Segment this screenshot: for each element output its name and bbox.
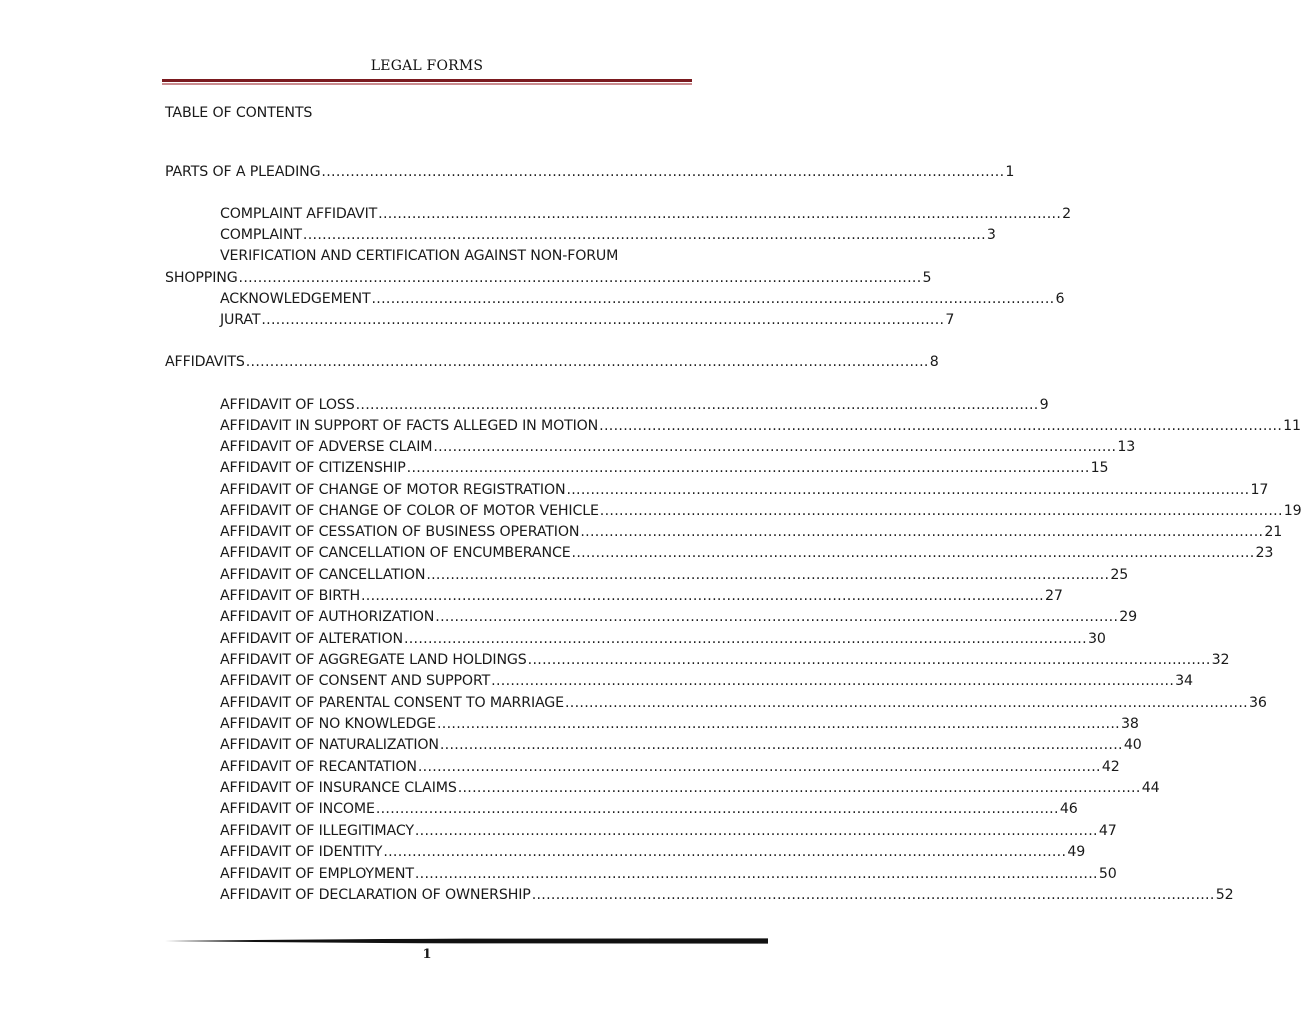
page-number: 1 xyxy=(422,947,432,962)
toc-entry-page: 47 xyxy=(1098,823,1117,839)
toc-entry-title: AFFIDAVIT OF LOSS xyxy=(220,397,355,413)
toc-entry[interactable] xyxy=(220,885,1234,905)
dot-leader: .............................................................................................................................................. xyxy=(360,588,1044,604)
dot-leader: .............................................................................................................................................. xyxy=(371,291,1055,307)
toc-entry-page: 5 xyxy=(922,270,932,286)
toc-entry-title: AFFIDAVIT OF INCOME xyxy=(220,801,375,817)
toc-entry[interactable] xyxy=(220,225,996,245)
toc-entry-title: AFFIDAVIT OF RECANTATION xyxy=(220,759,417,775)
toc-entry-title: JURAT xyxy=(220,312,261,328)
toc-entry-title: AFFIDAVIT OF PARENTAL CONSENT TO MARRIAGE xyxy=(220,695,564,711)
toc-entry[interactable] xyxy=(220,671,1193,691)
toc-entry-page: 34 xyxy=(1175,673,1193,689)
toc-entry[interactable] xyxy=(220,799,1078,819)
dot-leader: .............................................................................................................................................. xyxy=(564,695,1248,711)
toc-entry-title: AFFIDAVIT OF CANCELLATION xyxy=(220,567,426,583)
dot-leader: .............................................................................................................................................. xyxy=(414,866,1098,882)
dot-leader: .............................................................................................................................................. xyxy=(261,312,945,328)
toc-entry-title: AFFIDAVIT OF CITIZENSHIP xyxy=(220,460,406,476)
toc-entry-title: SHOPPING xyxy=(165,270,238,286)
toc-entry[interactable] xyxy=(220,735,1142,755)
page-header-title: LEGAL FORMS xyxy=(370,58,484,74)
toc-entry[interactable] xyxy=(220,437,1136,457)
toc-entry-title: AFFIDAVIT OF INSURANCE CLAIMS xyxy=(220,780,457,796)
toc-entry-page: 27 xyxy=(1044,588,1063,604)
toc-entry-page: 19 xyxy=(1283,503,1302,519)
toc-entry[interactable] xyxy=(220,586,1063,606)
dot-leader: .............................................................................................................................................. xyxy=(599,503,1283,519)
toc-entry[interactable] xyxy=(220,310,955,330)
toc-entry[interactable] xyxy=(220,204,1072,224)
toc-entry[interactable] xyxy=(220,714,1139,734)
toc-entry[interactable] xyxy=(220,522,1283,542)
toc-heading: TABLE OF CONTENTS xyxy=(165,105,313,121)
dot-leader: .............................................................................................................................................. xyxy=(406,460,1090,476)
dot-leader: .............................................................................................................................................. xyxy=(321,164,1005,180)
header-rule-accent xyxy=(162,83,692,85)
toc-entry[interactable] xyxy=(220,629,1106,649)
dot-leader: .............................................................................................................................................. xyxy=(527,652,1211,668)
toc-entry-title: AFFIDAVIT OF EMPLOYMENT xyxy=(220,866,414,882)
toc-entry[interactable] xyxy=(220,864,1117,884)
toc-entry-title: AFFIDAVIT OF DECLARATION OF OWNERSHIP xyxy=(220,887,531,903)
dot-leader: .............................................................................................................................................. xyxy=(245,354,929,370)
toc-entry-title: AFFIDAVIT OF NATURALIZATION xyxy=(220,737,439,753)
toc-entry[interactable] xyxy=(220,693,1267,713)
dot-leader: .............................................................................................................................................. xyxy=(439,737,1123,753)
dot-leader: .............................................................................................................................................. xyxy=(403,631,1087,647)
toc-entry-page: 13 xyxy=(1117,439,1136,455)
toc-entry-page: 36 xyxy=(1248,695,1267,711)
toc-entry-page: 7 xyxy=(945,312,955,328)
toc-entry-page: 29 xyxy=(1119,609,1138,625)
toc-section-entry[interactable] xyxy=(165,352,939,372)
toc-entry-page: 42 xyxy=(1101,759,1120,775)
toc-entry-title: ACKNOWLEDGEMENT xyxy=(220,291,371,307)
dot-leader: .............................................................................................................................................. xyxy=(417,759,1101,775)
toc-entry-title: AFFIDAVIT OF ALTERATION xyxy=(220,631,403,647)
toc-entry-title: AFFIDAVIT OF AUTHORIZATION xyxy=(220,609,435,625)
toc-entry-page: 32 xyxy=(1211,652,1230,668)
toc-entry-title: AFFIDAVIT OF CONSENT AND SUPPORT xyxy=(220,673,491,689)
toc-entry-page: 21 xyxy=(1264,524,1283,540)
toc-entry-page: 1 xyxy=(1005,164,1015,180)
dot-leader: .............................................................................................................................................. xyxy=(302,227,986,243)
toc-entry-title: AFFIDAVIT OF NO KNOWLEDGE xyxy=(220,716,436,732)
toc-entry-page: 17 xyxy=(1250,482,1269,498)
footer-rule xyxy=(165,938,768,944)
toc-entry-page: 50 xyxy=(1098,866,1117,882)
toc-entry-title: AFFIDAVIT IN SUPPORT OF FACTS ALLEGED IN MOTION xyxy=(220,418,599,434)
dot-leader: .............................................................................................................................................. xyxy=(238,270,922,286)
dot-leader: .............................................................................................................................................. xyxy=(355,397,1039,413)
toc-entry-title: AFFIDAVITS xyxy=(165,354,245,370)
toc-entry[interactable] xyxy=(220,416,1301,436)
toc-entry-title: AFFIDAVIT OF IDENTITY xyxy=(220,844,383,860)
dot-leader: .............................................................................................................................................. xyxy=(426,567,1110,583)
dot-leader: .............................................................................................................................................. xyxy=(571,545,1255,561)
header-rule xyxy=(162,79,692,82)
toc-entry[interactable] xyxy=(220,543,1274,563)
toc-entry[interactable] xyxy=(220,565,1129,585)
dot-leader: .............................................................................................................................................. xyxy=(437,716,1120,732)
toc-entry-page: 38 xyxy=(1121,716,1139,732)
dot-leader: .............................................................................................................................................. xyxy=(566,482,1250,498)
dot-leader: .............................................................................................................................................. xyxy=(383,844,1067,860)
toc-entry-page: 9 xyxy=(1039,397,1049,413)
toc-entry-first-line[interactable]: VERIFICATION AND CERTIFICATION AGAINST NON-FORUM xyxy=(220,248,619,264)
toc-entry[interactable] xyxy=(220,821,1117,841)
toc-entry-title: AFFIDAVIT OF CHANGE OF MOTOR REGISTRATION xyxy=(220,482,566,498)
toc-entry-title: COMPLAINT AFFIDAVIT xyxy=(220,206,378,222)
toc-entry-page: 52 xyxy=(1215,887,1234,903)
toc-entry-page: 40 xyxy=(1123,737,1142,753)
toc-entry-continuation[interactable] xyxy=(165,268,932,288)
dot-leader: .............................................................................................................................................. xyxy=(457,780,1141,796)
dot-leader: .............................................................................................................................................. xyxy=(491,673,1175,689)
dot-leader: .............................................................................................................................................. xyxy=(433,439,1117,455)
toc-entry-title: COMPLAINT xyxy=(220,227,302,243)
dot-leader: .............................................................................................................................................. xyxy=(435,609,1119,625)
dot-leader: .............................................................................................................................................. xyxy=(580,524,1264,540)
toc-entry-page: 6 xyxy=(1055,291,1065,307)
toc-entry-title: PARTS OF A PLEADING xyxy=(165,164,321,180)
toc-entry-page: 25 xyxy=(1110,567,1129,583)
toc-entry-title: AFFIDAVIT OF AGGREGATE LAND HOLDINGS xyxy=(220,652,527,668)
toc-section-entry[interactable] xyxy=(165,162,1015,182)
toc-entry-title: AFFIDAVIT OF ILLEGITIMACY xyxy=(220,823,414,839)
toc-entry-title: AFFIDAVIT OF ADVERSE CLAIM xyxy=(220,439,433,455)
toc-entry[interactable] xyxy=(220,289,1065,309)
toc-entry-page: 30 xyxy=(1087,631,1106,647)
dot-leader: .............................................................................................................................................. xyxy=(375,801,1059,817)
toc-entry-page: 23 xyxy=(1255,545,1274,561)
dot-leader: .............................................................................................................................................. xyxy=(378,206,1062,222)
dot-leader: .............................................................................................................................................. xyxy=(599,418,1283,434)
toc-entry-title: AFFIDAVIT OF CESSATION OF BUSINESS OPERATION xyxy=(220,524,580,540)
dot-leader: .............................................................................................................................................. xyxy=(531,887,1215,903)
toc-entry[interactable] xyxy=(220,501,1302,521)
toc-entry-title: AFFIDAVIT OF CHANGE OF COLOR OF MOTOR VEHICLE xyxy=(220,503,599,519)
toc-entry[interactable] xyxy=(220,778,1160,798)
toc-entry-page: 15 xyxy=(1090,460,1109,476)
toc-entry-page: 49 xyxy=(1067,844,1086,860)
toc-entry[interactable] xyxy=(220,842,1086,862)
toc-entry-page: 8 xyxy=(929,354,939,370)
toc-entry-page: 2 xyxy=(1062,206,1072,222)
toc-entry[interactable] xyxy=(220,395,1049,415)
toc-entry-title: AFFIDAVIT OF BIRTH xyxy=(220,588,360,604)
toc-entry-title: AFFIDAVIT OF CANCELLATION OF ENCUMBERANCE xyxy=(220,545,571,561)
toc-entry[interactable] xyxy=(220,757,1120,777)
toc-entry[interactable] xyxy=(220,458,1109,478)
toc-entry-page: 3 xyxy=(986,227,996,243)
toc-entry[interactable] xyxy=(220,607,1138,627)
toc-entry-page: 44 xyxy=(1141,780,1160,796)
toc-entry[interactable] xyxy=(220,650,1230,670)
toc-entry-page: 11 xyxy=(1283,418,1301,434)
dot-leader: .............................................................................................................................................. xyxy=(414,823,1098,839)
toc-entry[interactable] xyxy=(220,480,1269,500)
toc-entry-page: 46 xyxy=(1059,801,1078,817)
